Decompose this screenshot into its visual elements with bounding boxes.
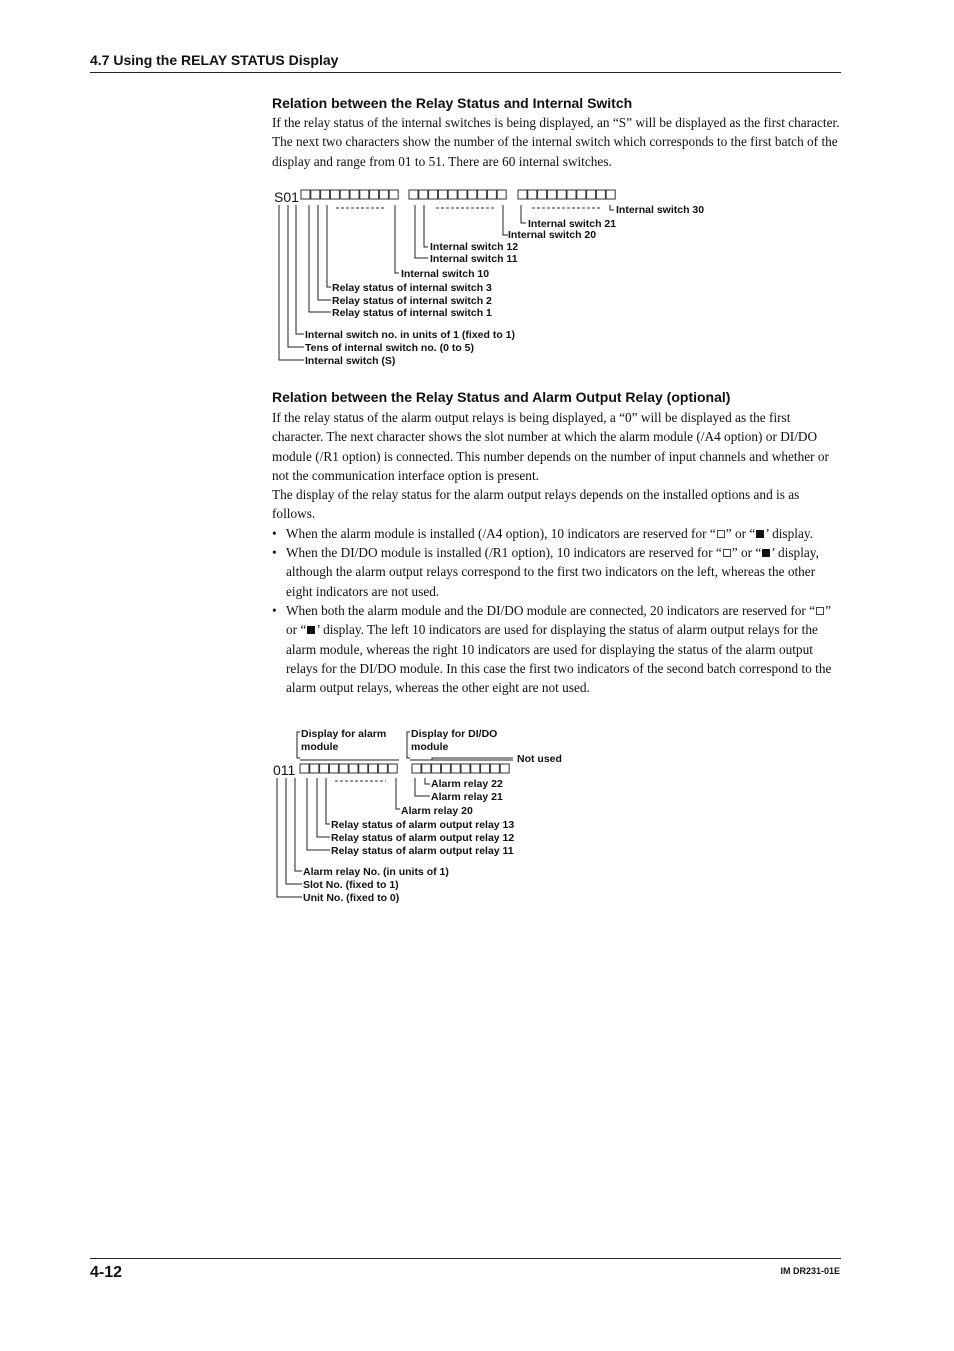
indicator-square [419, 190, 428, 199]
indicator-square [359, 764, 368, 773]
indicator-square [490, 764, 499, 773]
indicator-square [350, 190, 359, 199]
indicator-square [547, 190, 556, 199]
indicator-square [432, 764, 441, 773]
indicator-square [497, 190, 506, 199]
indicator-square [468, 190, 477, 199]
empty-square-icon [816, 607, 824, 615]
indicator-square [329, 764, 338, 773]
label-alarm-relay-no: Alarm relay No. (in units of 1) [303, 866, 449, 878]
section1-paragraph: If the relay status of the internal switches is being displayed, an “S” will be displayed as the first character. The next two characters show the number of the internal switch which corresponds to the first batch of the display and range from 01 to 51. There are 60 internal switches. [272, 115, 840, 169]
list-item: • When the alarm module is installed (/A4 option), 10 indicators are reserved for “ ” or “ ’ display. [272, 524, 842, 543]
indicator-square [340, 190, 349, 199]
indicator-square [310, 764, 319, 773]
filled-square-icon [762, 549, 770, 557]
indicator-square [606, 190, 615, 199]
label-internal-switch-11: Internal switch 11 [430, 253, 518, 265]
indicator-square [471, 764, 480, 773]
indicator-square [587, 190, 596, 199]
indicator-square [441, 764, 450, 773]
indicator-square [412, 764, 421, 773]
indicator-square [389, 190, 398, 199]
alarm-relay-diagram [262, 722, 762, 912]
empty-square-icon [723, 549, 731, 557]
section1-body [272, 113, 842, 171]
page-number: 4-12 [90, 1264, 123, 1281]
filled-square-icon [307, 626, 315, 634]
label-alarm-relay-21: Alarm relay 21 [431, 791, 503, 803]
label-relay-status-2: Relay status of internal switch 2 [332, 295, 492, 307]
label-internal-switch-10: Internal switch 10 [401, 268, 490, 280]
section2-heading: Relation between the Relay Status and Alarm Output Relay (optional) [272, 389, 731, 405]
indicator-square [458, 190, 467, 199]
indicator-square [438, 190, 447, 199]
internal-switch-diagram [262, 180, 762, 380]
diagram2-prefix: 011 [273, 762, 296, 778]
label-internal-switch-21: Internal switch 21 [528, 218, 617, 230]
section2-body [272, 408, 842, 697]
label-display-dido-1: Display for DI/DO [411, 728, 498, 740]
indicator-square [481, 764, 490, 773]
indicator-square [448, 190, 457, 199]
list-item: • When both the alarm module and the DI/DO module are connected, 20 indicators are reserved for “ ” or “ ’ display. The left 10 indicators are used for displaying the status of alarm output relays for the alarm module, whereas the right 10 indicators are used for displaying the status of the alarm output relays for the DI/DO module. In this case the first two indicators of the second batch correspond to the alarm output relays, whereas the other eight are not used. [272, 601, 842, 697]
indicator-square [518, 190, 527, 199]
label-alarm-relay-22: Alarm relay 22 [431, 778, 503, 790]
indicator-square [321, 190, 330, 199]
indicator-square [369, 764, 378, 773]
label-relay-11: Relay status of alarm output relay 11 [331, 845, 514, 857]
indicator-square [301, 190, 310, 199]
indicator-square [320, 764, 329, 773]
section-header: 4.7 Using the RELAY STATUS Display [90, 52, 339, 68]
document-id: IM DR231-01E [780, 1266, 840, 1276]
empty-square-icon [717, 530, 725, 538]
label-relay-12: Relay status of alarm output relay 12 [331, 832, 515, 844]
label-internal-switch-s: Internal switch (S) [305, 355, 396, 367]
indicator-square [300, 764, 309, 773]
section2-paragraph-1: If the relay status of the alarm output relays is being displayed, a “0” will be displayed as the first character. The next character shows the slot number at which the alarm module (/A4 option) or DI/DO module (/R1 option) is connected. This number depends on the number of input channels and whether or not the communication interface option is present. [272, 410, 829, 483]
indicator-square [370, 190, 379, 199]
label-internal-switch-12: Internal switch 12 [430, 241, 519, 253]
list-item: • When the DI/DO module is installed (/R1 option), 10 indicators are reserved for “ ” or “ ’ display, although the alarm output relays correspond to the first two indicators on the left, whereas the other eight indicators are not used. [272, 543, 842, 601]
label-internal-switch-30: Internal switch 30 [616, 204, 705, 216]
label-slot-no: Slot No. (fixed to 1) [303, 879, 399, 891]
indicator-square [311, 190, 320, 199]
indicator-square [567, 190, 576, 199]
indicator-square [349, 764, 358, 773]
indicator-square [378, 764, 387, 773]
diagram1-prefix: S01 [274, 189, 299, 205]
label-switch-units: Internal switch no. in units of 1 (fixed to 1) [305, 329, 516, 341]
label-not-used: Not used [517, 753, 562, 765]
label-relay-13: Relay status of alarm output relay 13 [331, 819, 515, 831]
indicator-square [339, 764, 348, 773]
indicator-square [557, 190, 566, 199]
options-list [272, 524, 842, 698]
indicator-square [577, 190, 586, 199]
section2-paragraph-2: The display of the relay status for the alarm output relays depends on the installed options and is as follows. [272, 487, 800, 522]
label-alarm-relay-20: Alarm relay 20 [401, 805, 473, 817]
indicator-square [487, 190, 496, 199]
footer-rule [90, 1258, 841, 1259]
indicator-square [451, 764, 460, 773]
header-rule [90, 72, 841, 73]
label-relay-status-3: Relay status of internal switch 3 [332, 282, 492, 294]
label-internal-switch-20: Internal switch 20 [508, 229, 597, 241]
indicator-square [360, 190, 369, 199]
section1-heading: Relation between the Relay Status and Internal Switch [272, 95, 633, 111]
indicator-square [409, 190, 418, 199]
indicator-square [500, 764, 509, 773]
label-relay-status-1: Relay status of internal switch 1 [332, 307, 492, 319]
label-display-dido-2: module [411, 741, 449, 753]
indicator-square [330, 190, 339, 199]
indicator-square [528, 190, 537, 199]
indicator-square [422, 764, 431, 773]
indicator-square [596, 190, 605, 199]
label-switch-tens: Tens of internal switch no. (0 to 5) [305, 342, 474, 354]
indicator-square [429, 190, 438, 199]
filled-square-icon [756, 530, 764, 538]
indicator-square [538, 190, 547, 199]
label-display-alarm-2: module [301, 741, 339, 753]
indicator-square [388, 764, 397, 773]
indicator-square [478, 190, 487, 199]
indicator-square [461, 764, 470, 773]
label-display-alarm-1: Display for alarm [301, 728, 387, 740]
indicator-square [379, 190, 388, 199]
label-unit-no: Unit No. (fixed to 0) [303, 892, 400, 904]
